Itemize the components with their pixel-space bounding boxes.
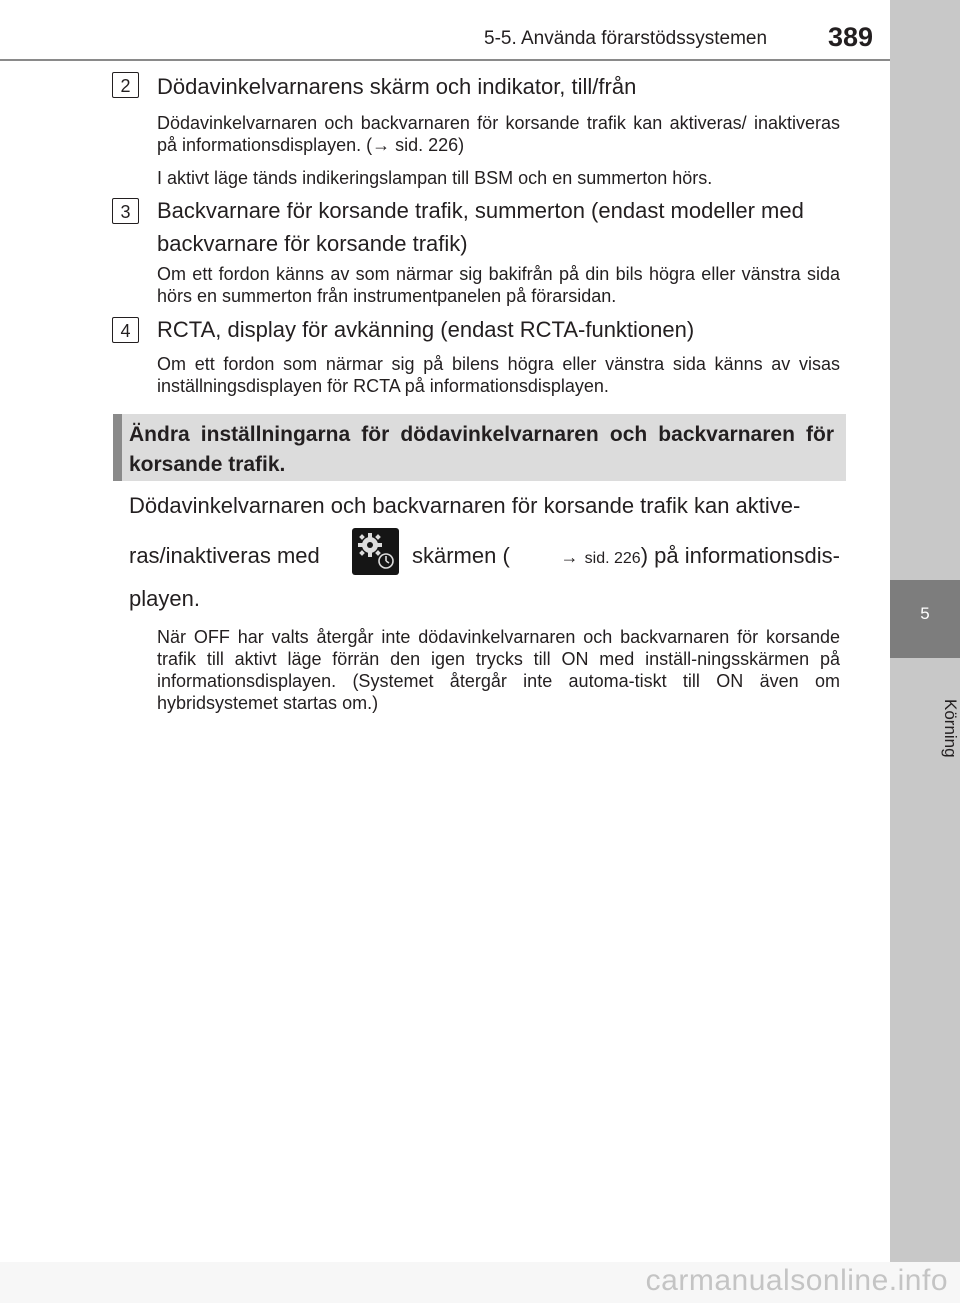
item-number-badge: 4 (112, 317, 139, 343)
paragraph-text: ) på informationsdis- (640, 543, 840, 568)
watermark-text: carmanualsonline.info (645, 1264, 948, 1297)
item-number-badge: 3 (112, 198, 139, 224)
arrow-icon: → (560, 547, 579, 567)
chapter-number: 5 (920, 604, 930, 623)
paragraph-ref (561, 543, 840, 569)
item-title: Dödavinkelvarnarens skärm och indikator, till/från (157, 74, 637, 99)
item-title: Backvarnare för korsande trafik, summerton (endast modeller med backvarnare för korsande trafik) (157, 198, 804, 256)
page-number: 389 (828, 22, 874, 52)
item-body: I aktivt läge tänds indikeringslampan till BSM och en summerton hörs. (157, 168, 713, 188)
paragraph-line: Dödavinkelvarnaren och backvarnaren för korsande trafik kan aktive- (129, 493, 801, 518)
paragraph-line: playen. (129, 586, 200, 611)
item-title: RCTA, display för avkänning (endast RCTA-funktionen) (157, 317, 695, 342)
item-body (157, 112, 840, 156)
item-body: Om ett fordon som närmar sig på bilens högra eller vänstra sida känns av visas inställningsdisplayen för RCTA på informationsdisplayen. (157, 354, 840, 396)
watermark-bar (0, 1262, 960, 1303)
item-body-text: Dödavinkelvarnaren och backvarnaren för korsande trafik kan aktiveras/ inaktiveras på informationsdisplayen. (→ sid. 226) (157, 113, 840, 155)
item-body: Om ett fordon känns av som närmar sig bakifrån på din bils högra eller vänstra sida hörs en summerton från instrumentpanelen på förarsidan. (157, 264, 840, 306)
header-divider (0, 59, 960, 61)
side-tab-upper (890, 0, 960, 580)
paragraph-line (412, 543, 840, 569)
page-reference-link[interactable]: sid. 226 (584, 550, 641, 567)
section-banner (113, 414, 846, 481)
section-title: 5-5. Använda förarstödssystemen (484, 28, 768, 49)
note-text: När OFF har valts återgår inte dödavinkelvarnaren och backvarnaren för korsande trafik till aktivt läge förrän den igen trycks till ON med inställ-ningsskärmen på informationsdisplayen. (Systemet återgår inte automa-tiskt till ON även om hybridsystemet startas om.) (157, 627, 840, 713)
paragraph-text: skärmen ( (412, 543, 510, 568)
chapter-title: Körning (941, 698, 960, 758)
banner-heading: Ändra inställningarna för dödavinkelvarnaren och backvarnaren för korsande trafik. (129, 423, 834, 476)
item-number-badge: 2 (112, 72, 139, 98)
paragraph-line: ras/inaktiveras med (129, 543, 320, 568)
settings-gear-icon (352, 528, 399, 575)
